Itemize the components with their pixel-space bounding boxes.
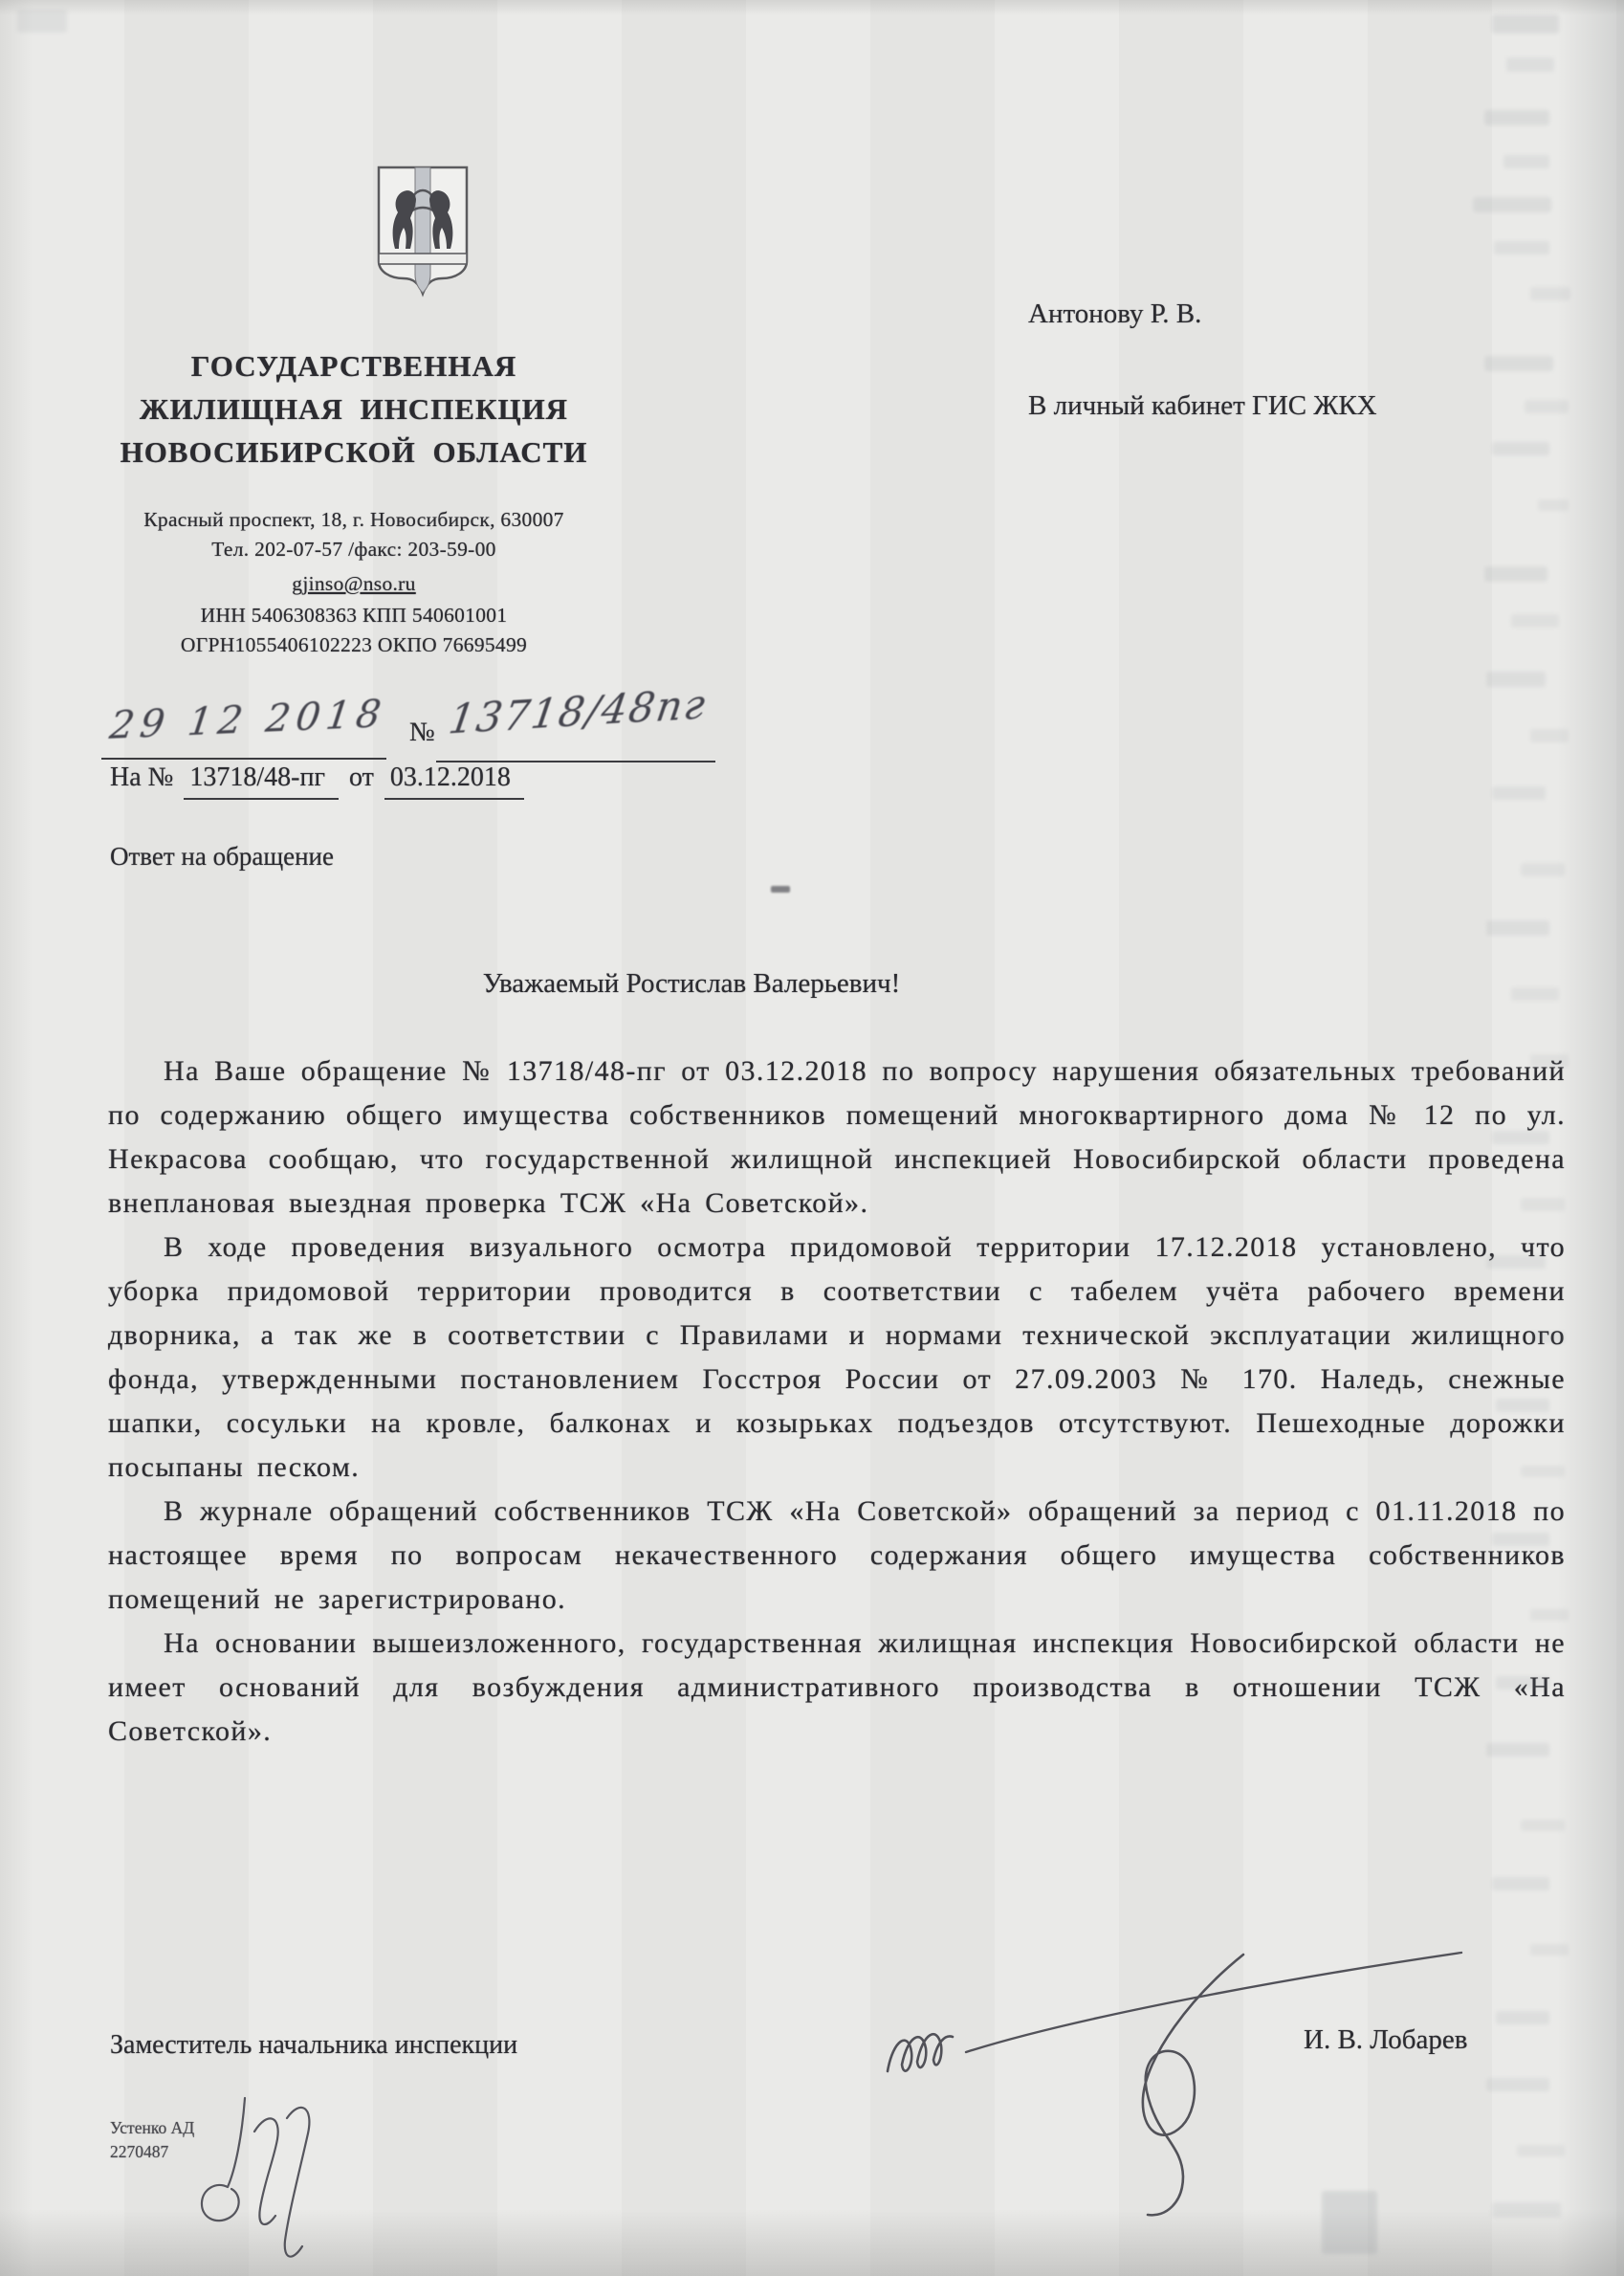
handwritten-outgoing-number: 13718/48пг: [446, 680, 711, 743]
bleed-through-smudge: [1492, 14, 1559, 33]
bleed-through-smudge: [1492, 2202, 1561, 2218]
org-name-line-1: ГОСУДАРСТВЕННАЯ: [190, 349, 517, 383]
bleed-through-smudge: [1494, 241, 1549, 254]
letterhead-address: Красный проспект, 18, г. Новосибирск, 630007: [143, 508, 564, 531]
scan-artifact-dash: [771, 886, 790, 893]
executor-name: Устенко АД: [110, 2118, 195, 2137]
executor-signature: [187, 2084, 331, 2275]
bleed-through-smudge: [1530, 1944, 1569, 1956]
org-name-line-3: НОВОСИБИРСКОЙ ОБЛАСТИ: [120, 435, 588, 469]
body-paragraph: На Ваше обращение № 13718/48-пг от 03.12.2018 по вопросу нарушения обязательных требований по содержанию общего имущества собственников помещений многоквартирного дома № 12 по ул. Некрасова сообщаю, что государственной жилищной инспекцией Новосибирской области проведена внеплановая выездная проверка ТСЖ «На Советской».: [108, 1055, 1566, 1219]
org-name-line-2: ЖИЛИЩНАЯ ИНСПЕКЦИЯ: [139, 392, 569, 426]
letterhead-inn-kpp: ИНН 5406308363 КПП 540601001: [200, 604, 508, 627]
bleed-through-smudge: [1492, 1877, 1549, 1890]
bleed-through-smudge: [1484, 566, 1547, 582]
executor-block: [110, 2116, 194, 2164]
bleed-through-smudge: [1496, 1399, 1549, 1412]
bleed-through-smudge: [1492, 786, 1546, 800]
bleed-through-smudge: [1486, 2078, 1549, 2091]
number-sign: №: [409, 718, 435, 747]
bleed-through-smudge: [1521, 863, 1565, 876]
bleed-through-smudge: [1492, 442, 1549, 455]
body-paragraph: На основании вышеизложенного, государственная жилищная инспекция Новосибирской области не имеет оснований для возбуждения административного производства в отношении ТСЖ «На Советской».: [108, 1627, 1566, 1747]
executor-phone: 2270487: [110, 2142, 169, 2161]
bleed-through-smudge: [1530, 1054, 1569, 1068]
signature-flourish: [861, 1937, 1492, 2224]
bleed-through-smudge: [1503, 155, 1549, 168]
letterhead-contact-block: [92, 505, 616, 660]
bleed-through-smudge: [1486, 920, 1549, 936]
bleed-through-smudge: [1486, 1743, 1549, 1757]
bleed-through-smudge: [1511, 614, 1559, 628]
letterhead-email: gjinso@nso.ru: [292, 572, 416, 595]
bleed-through-smudge: [1496, 1676, 1549, 1690]
body-paragraph: В ходе проведения визуального осмотра придомовой территории 17.12.2018 установлено, что уборка придомовой территории проводится в соответствии с табелем учёта рабочего времени дворника, а так же в соответствии с Правилами и нормами технической эксплуатации жилищного фонда, утвержденными постановлением Госстроя России от 27.09.2003 № 170. Наледь, снежные шапки, сосульки на кровле, балконах и козырьках подъездов отсутствуют. Пешеходные дорожки посыпаны песком.: [108, 1231, 1566, 1483]
bleed-through-smudge: [1530, 1332, 1565, 1343]
novosibirsk-coat-of-arms-icon: [371, 163, 474, 306]
bleed-through-smudge: [1492, 1131, 1549, 1144]
body-paragraph: В журнале обращений собственников ТСЖ «На Советской» обращений за период с 01.11.2018 по настоящее время по вопросам некачественного содержания общего имущества собственников помещений не зарегистрировано.: [108, 1495, 1566, 1615]
signer-name: И. В. Лобарев: [1304, 2024, 1468, 2055]
bleed-through-smudge: [1511, 987, 1559, 1001]
reference-number: 13718/48-пг: [184, 762, 339, 800]
bleed-through-smudge: [1530, 287, 1570, 300]
bleed-through-smudge: [1486, 1255, 1546, 1269]
handwritten-outgoing-date: 29 12 2018: [107, 692, 389, 748]
reference-date: 03.12.2018: [384, 762, 524, 800]
bleed-through-smudge: [1538, 499, 1569, 511]
bleed-through-smudge: [1486, 672, 1546, 687]
addressee-delivery-method: В личный кабинет ГИС ЖКХ: [1028, 390, 1377, 421]
bleed-through-smudge: [1521, 1820, 1565, 1831]
letterhead-org-name: [92, 344, 616, 474]
addressee-name: Антонову Р. В.: [1028, 298, 1202, 329]
reference-line: [110, 762, 528, 800]
bleed-through-smudge: [1521, 1466, 1565, 1477]
bleed-through-smudge: [1506, 57, 1554, 72]
bleed-through-smudge: [1517, 2145, 1565, 2156]
bleed-through-smudge: [1322, 2191, 1377, 2254]
bleed-through-smudge: [1492, 1533, 1549, 1546]
salutation: Уважаемый Ростислав Валерьевич!: [482, 968, 901, 999]
bleed-through-smudge: [1484, 356, 1553, 371]
letterhead-ogrn-okpo: ОГРН1055406102223 ОКПО 76695499: [180, 633, 528, 656]
letter-subject: Ответ на обращение: [110, 842, 334, 871]
bleed-through-smudge: [1496, 2011, 1549, 2024]
bleed-through-smudge: [1521, 1198, 1565, 1211]
bleed-through-smudge: [1525, 400, 1569, 413]
letter-body: [108, 1050, 1566, 1754]
outgoing-date-blank-line: [101, 758, 386, 760]
bleed-through-smudge: [17, 10, 67, 33]
signer-position-title: Заместитель начальника инспекции: [110, 2030, 518, 2060]
reference-prefix: На №: [110, 762, 174, 792]
bleed-through-smudge: [1530, 1609, 1569, 1621]
letterhead-phone-fax: Тел. 202-07-57 /факс: 203-59-00: [211, 538, 496, 561]
bleed-through-smudge: [1484, 110, 1549, 125]
bleed-through-smudge: [1473, 197, 1551, 212]
reference-from-word: от: [348, 762, 374, 792]
bleed-through-smudge: [1530, 729, 1569, 742]
